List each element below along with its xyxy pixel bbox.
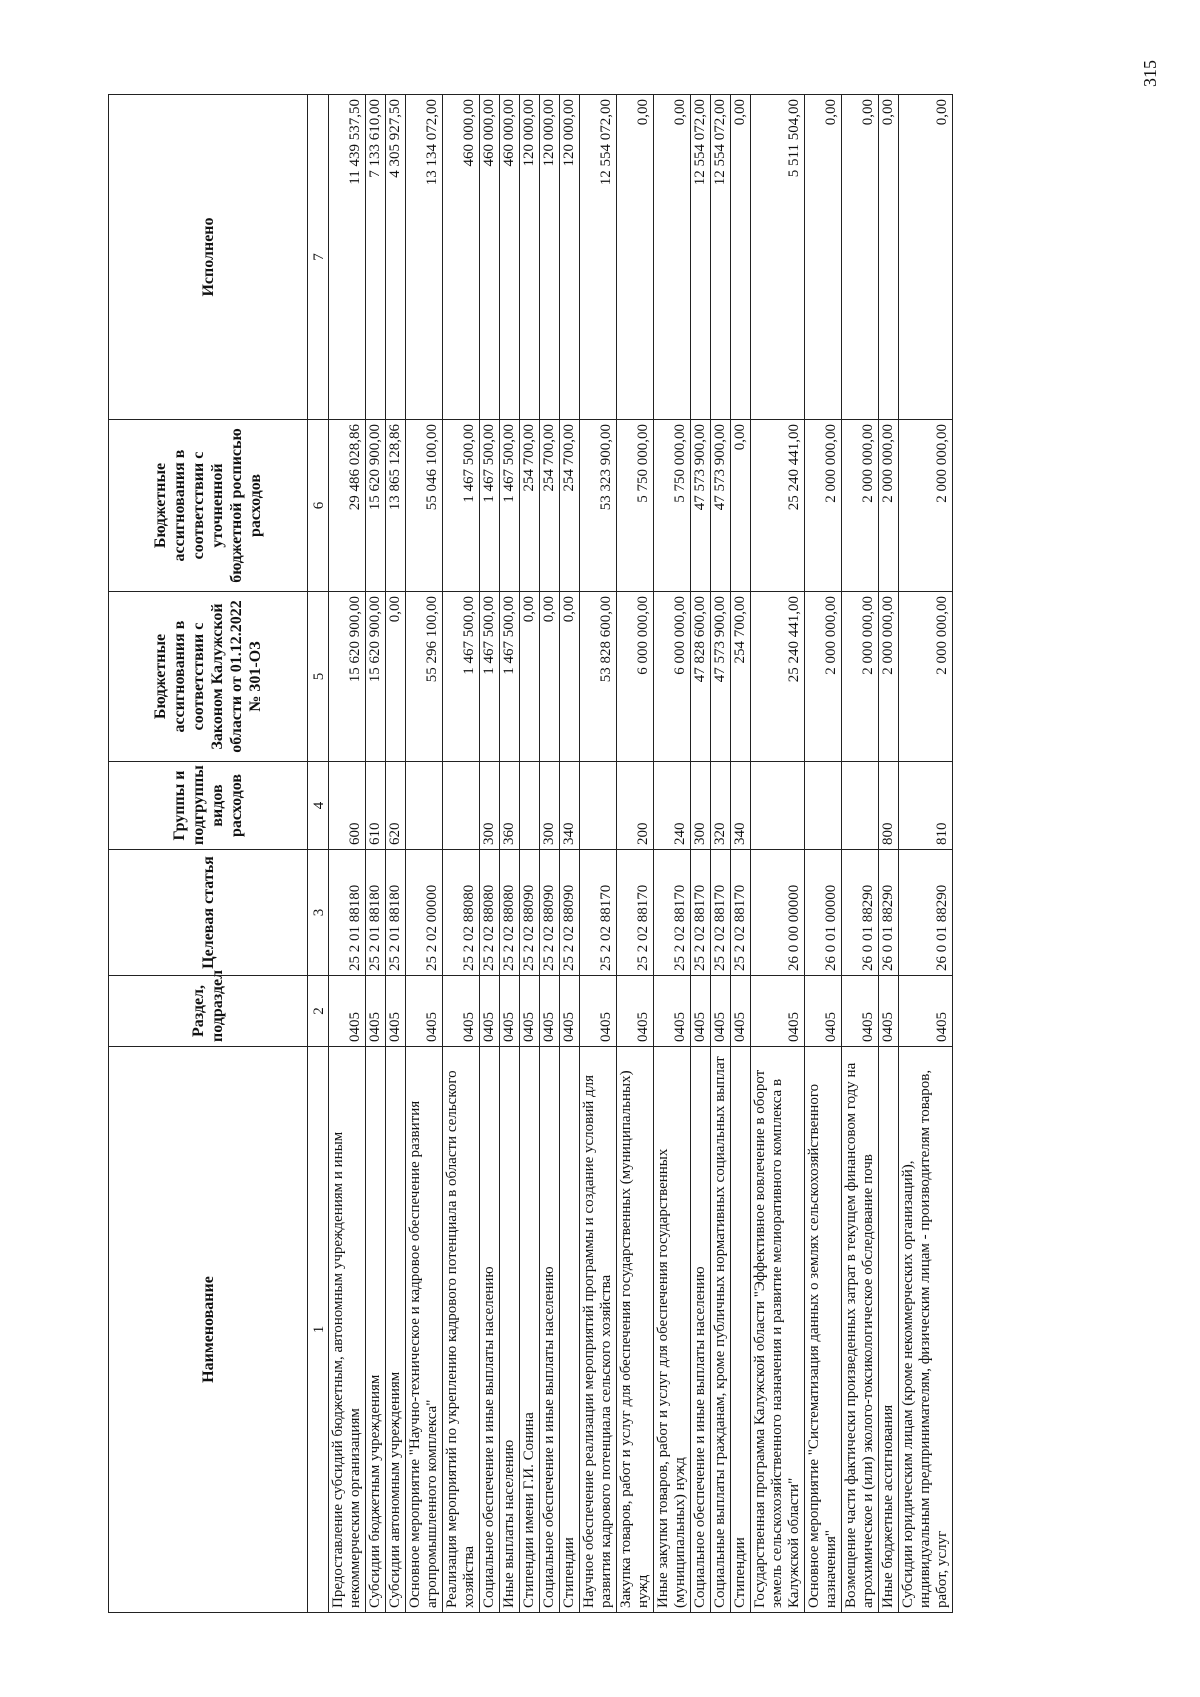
row-name: Иные закупки товаров, работ и услуг для обеспечения государственных (муниципальных) нужд xyxy=(654,1047,691,1613)
row-roll-amount: 25 240 441,00 xyxy=(751,420,805,592)
column-number: 2 xyxy=(308,976,329,1047)
row-executed-amount: 120 000,00 xyxy=(540,95,560,420)
row-roll-amount: 29 486 028,86 xyxy=(329,420,366,592)
row-executed-amount: 11 439 537,50 xyxy=(329,95,366,420)
row-executed-amount: 12 554 072,00 xyxy=(711,95,731,420)
row-law-amount: 0,00 xyxy=(386,592,406,762)
row-name: Субсидии автономным учреждениям xyxy=(386,1047,406,1613)
row-executed-amount: 0,00 xyxy=(805,95,842,420)
table-row xyxy=(560,95,580,1613)
row-roll-amount: 15 620 900,00 xyxy=(366,420,386,592)
row-name: Социальное обеспечение и иные выплаты населению xyxy=(540,1047,560,1613)
row-roll-amount: 2 000 000,00 xyxy=(879,420,899,592)
row-article: 25 2 02 88170 xyxy=(617,850,654,976)
row-law-amount: 2 000 000,00 xyxy=(879,592,899,762)
table-row xyxy=(580,95,617,1613)
header-name: Наименование xyxy=(109,1047,308,1613)
row-article: 25 2 02 88090 xyxy=(520,850,540,976)
row-group: 200 xyxy=(617,762,654,850)
header-section: Раздел, подраздел xyxy=(109,976,308,1047)
row-name: Закупка товаров, работ и услуг для обеспечения государственных (муниципальных) нужд xyxy=(617,1047,654,1613)
row-article: 25 2 01 88180 xyxy=(366,850,386,976)
row-roll-amount: 13 865 128,86 xyxy=(386,420,406,592)
row-executed-amount: 0,00 xyxy=(899,95,953,420)
row-group: 800 xyxy=(879,762,899,850)
table-row xyxy=(617,95,654,1613)
row-section: 0405 xyxy=(654,976,691,1047)
row-executed-amount: 0,00 xyxy=(731,95,751,420)
row-law-amount: 254 700,00 xyxy=(731,592,751,762)
row-section: 0405 xyxy=(443,976,480,1047)
row-article: 25 2 02 88090 xyxy=(560,850,580,976)
column-number: 3 xyxy=(308,850,329,976)
row-name: Социальное обеспечение и иные выплаты населению xyxy=(480,1047,500,1613)
table-row xyxy=(691,95,711,1613)
table-row xyxy=(443,95,480,1613)
row-executed-amount: 7 133 610,00 xyxy=(366,95,386,420)
row-group xyxy=(805,762,842,850)
row-law-amount: 47 573 900,00 xyxy=(711,592,731,762)
row-article: 26 0 00 00000 xyxy=(751,850,805,976)
header-target-article: Целевая статья xyxy=(109,850,308,976)
table-row xyxy=(329,95,366,1613)
row-section: 0405 xyxy=(842,976,879,1047)
row-executed-amount: 0,00 xyxy=(842,95,879,420)
row-executed-amount: 5 511 504,00 xyxy=(751,95,805,420)
table-row xyxy=(500,95,520,1613)
column-number: 1 xyxy=(308,1047,329,1613)
row-roll-amount: 2 000 000,00 xyxy=(805,420,842,592)
table-row xyxy=(654,95,691,1613)
row-roll-amount: 55 046 100,00 xyxy=(406,420,443,592)
row-article: 25 2 02 88170 xyxy=(580,850,617,976)
table-row xyxy=(386,95,406,1613)
row-executed-amount: 0,00 xyxy=(654,95,691,420)
row-article: 26 0 01 00000 xyxy=(805,850,842,976)
row-name: Основное мероприятие "Систематизация данных о землях сельскохозяйственного назначения" xyxy=(805,1047,842,1613)
row-article: 25 2 02 88080 xyxy=(443,850,480,976)
row-executed-amount: 0,00 xyxy=(879,95,899,420)
row-executed-amount: 460 000,00 xyxy=(500,95,520,420)
row-article: 25 2 02 88170 xyxy=(654,850,691,976)
row-name: Научное обеспечение реализации мероприятий программы и создание условий для развития кадрового потенциала сельского хозяйства xyxy=(580,1047,617,1613)
row-group xyxy=(406,762,443,850)
row-article: 25 2 02 88170 xyxy=(731,850,751,976)
row-section: 0405 xyxy=(879,976,899,1047)
row-roll-amount: 5 750 000,00 xyxy=(617,420,654,592)
row-law-amount: 0,00 xyxy=(560,592,580,762)
row-article: 25 2 02 00000 xyxy=(406,850,443,976)
row-executed-amount: 460 000,00 xyxy=(480,95,500,420)
row-group: 340 xyxy=(560,762,580,850)
table-row xyxy=(899,95,953,1613)
row-article: 25 2 02 88080 xyxy=(500,850,520,976)
row-executed-amount: 12 554 072,00 xyxy=(580,95,617,420)
row-law-amount: 6 000 000,00 xyxy=(654,592,691,762)
row-section: 0405 xyxy=(711,976,731,1047)
table-row xyxy=(540,95,560,1613)
row-article: 26 0 01 88290 xyxy=(842,850,879,976)
row-roll-amount: 5 750 000,00 xyxy=(654,420,691,592)
row-law-amount: 1 467 500,00 xyxy=(443,592,480,762)
row-roll-amount: 53 323 900,00 xyxy=(580,420,617,592)
row-law-amount: 47 828 600,00 xyxy=(691,592,711,762)
row-law-amount: 2 000 000,00 xyxy=(899,592,953,762)
row-group: 610 xyxy=(366,762,386,850)
row-section: 0405 xyxy=(520,976,540,1047)
row-executed-amount: 13 134 072,00 xyxy=(406,95,443,420)
row-group: 620 xyxy=(386,762,406,850)
table-row xyxy=(805,95,842,1613)
row-section: 0405 xyxy=(406,976,443,1047)
row-roll-amount: 0,00 xyxy=(731,420,751,592)
row-roll-amount: 47 573 900,00 xyxy=(711,420,731,592)
row-name: Иные выплаты населению xyxy=(500,1047,520,1613)
row-section: 0405 xyxy=(617,976,654,1047)
row-group: 810 xyxy=(899,762,953,850)
row-name: Стипендии xyxy=(731,1047,751,1613)
row-group xyxy=(443,762,480,850)
row-law-amount: 6 000 000,00 xyxy=(617,592,654,762)
row-law-amount: 1 467 500,00 xyxy=(480,592,500,762)
row-article: 25 2 02 88090 xyxy=(540,850,560,976)
row-section: 0405 xyxy=(805,976,842,1047)
row-article: 26 0 01 88290 xyxy=(899,850,953,976)
row-name: Социальные выплаты гражданам, кроме публичных нормативных социальных выплат xyxy=(711,1047,731,1613)
row-section: 0405 xyxy=(731,976,751,1047)
row-law-amount: 25 240 441,00 xyxy=(751,592,805,762)
row-roll-amount: 1 467 500,00 xyxy=(500,420,520,592)
table-header-row xyxy=(109,95,308,1613)
row-name: Стипендии xyxy=(560,1047,580,1613)
row-group: 320 xyxy=(711,762,731,850)
table-row xyxy=(480,95,500,1613)
row-name: Социальное обеспечение и иные выплаты населению xyxy=(691,1047,711,1613)
row-roll-amount: 1 467 500,00 xyxy=(480,420,500,592)
row-executed-amount: 460 000,00 xyxy=(443,95,480,420)
table-row xyxy=(879,95,899,1613)
header-roll-allocations: Бюджетные ассигнования в соответствии с уточненной бюджетной росписью расходов xyxy=(109,420,308,592)
row-group: 300 xyxy=(480,762,500,850)
row-section: 0405 xyxy=(691,976,711,1047)
column-number: 5 xyxy=(308,592,329,762)
row-name: Иные бюджетные ассигнования xyxy=(879,1047,899,1613)
row-law-amount: 2 000 000,00 xyxy=(805,592,842,762)
row-roll-amount: 1 467 500,00 xyxy=(443,420,480,592)
row-name: Возмещение части фактически произведенных затрат в текущем финансовом году на агрохимическое и (или) эколого-токсикологическое обследование почв xyxy=(842,1047,879,1613)
row-executed-amount: 4 305 927,50 xyxy=(386,95,406,420)
row-name: Основное мероприятие "Научно-техническое и кадровое обеспечение развития агропромышленного комплекса" xyxy=(406,1047,443,1613)
row-article: 25 2 02 88170 xyxy=(691,850,711,976)
row-name: Реализация мероприятий по укреплению кадрового потенциала в области сельского хозяйства xyxy=(443,1047,480,1613)
row-name: Стипендии имени Г.И. Сонина xyxy=(520,1047,540,1613)
row-name: Предоставление субсидий бюджетным, автономным учреждениям и иным некоммерческим организациям xyxy=(329,1047,366,1613)
table-row xyxy=(842,95,879,1613)
row-name: Субсидии юридическим лицам (кроме некоммерческих организаций), индивидуальным предпринимателям, физическим лицам - производителям товаров, работ, услуг xyxy=(899,1047,953,1613)
row-group xyxy=(842,762,879,850)
row-roll-amount: 47 573 900,00 xyxy=(691,420,711,592)
row-executed-amount: 120 000,00 xyxy=(520,95,540,420)
table-row xyxy=(751,95,805,1613)
row-law-amount: 0,00 xyxy=(520,592,540,762)
row-roll-amount: 2 000 000,00 xyxy=(842,420,879,592)
row-executed-amount: 12 554 072,00 xyxy=(691,95,711,420)
row-group: 300 xyxy=(540,762,560,850)
row-law-amount: 2 000 000,00 xyxy=(842,592,879,762)
row-section: 0405 xyxy=(386,976,406,1047)
column-number: 7 xyxy=(308,95,329,420)
row-law-amount: 1 467 500,00 xyxy=(500,592,520,762)
row-group: 360 xyxy=(500,762,520,850)
row-section: 0405 xyxy=(366,976,386,1047)
column-number: 6 xyxy=(308,420,329,592)
row-law-amount: 55 296 100,00 xyxy=(406,592,443,762)
row-law-amount: 15 620 900,00 xyxy=(366,592,386,762)
row-executed-amount: 0,00 xyxy=(617,95,654,420)
row-article: 25 2 02 88170 xyxy=(711,850,731,976)
header-executed: Исполнено xyxy=(109,95,308,420)
row-name: Субсидии бюджетным учреждениям xyxy=(366,1047,386,1613)
row-section: 0405 xyxy=(899,976,953,1047)
header-expense-groups: Группы и подгруппы видов расходов xyxy=(109,762,308,850)
row-section: 0405 xyxy=(751,976,805,1047)
row-law-amount: 53 828 600,00 xyxy=(580,592,617,762)
row-article: 25 2 01 88180 xyxy=(386,850,406,976)
row-section: 0405 xyxy=(329,976,366,1047)
row-article: 26 0 01 88290 xyxy=(879,850,899,976)
row-roll-amount: 254 700,00 xyxy=(520,420,540,592)
row-roll-amount: 254 700,00 xyxy=(540,420,560,592)
table-row xyxy=(711,95,731,1613)
row-roll-amount: 254 700,00 xyxy=(560,420,580,592)
row-section: 0405 xyxy=(540,976,560,1047)
row-group: 600 xyxy=(329,762,366,850)
row-law-amount: 0,00 xyxy=(540,592,560,762)
row-law-amount: 15 620 900,00 xyxy=(329,592,366,762)
row-article: 25 2 02 88080 xyxy=(480,850,500,976)
page-number: 315 xyxy=(1140,60,1160,87)
row-section: 0405 xyxy=(500,976,520,1047)
row-group xyxy=(520,762,540,850)
table-row xyxy=(520,95,540,1613)
budget-execution-table xyxy=(108,94,953,1613)
row-group: 340 xyxy=(731,762,751,850)
row-group xyxy=(751,762,805,850)
row-group: 300 xyxy=(691,762,711,850)
header-law-allocations: Бюджетные ассигнования в соответствии с Законом Калужской области от 01.12.2022 № 301-ОЗ xyxy=(109,592,308,762)
row-roll-amount: 2 000 000,00 xyxy=(899,420,953,592)
row-name: Государственная программа Калужской области "Эффективное вовлечение в оборот земель сельскохозяйственного назначения и развитие мелиоративного комплекса в Калужской области" xyxy=(751,1047,805,1613)
column-number-row xyxy=(308,95,329,1613)
row-section: 0405 xyxy=(580,976,617,1047)
row-article: 25 2 01 88180 xyxy=(329,850,366,976)
table-row xyxy=(366,95,386,1613)
column-number: 4 xyxy=(308,762,329,850)
row-section: 0405 xyxy=(560,976,580,1047)
table-row xyxy=(406,95,443,1613)
row-group xyxy=(580,762,617,850)
row-group: 240 xyxy=(654,762,691,850)
row-executed-amount: 120 000,00 xyxy=(560,95,580,420)
table-row xyxy=(731,95,751,1613)
row-section: 0405 xyxy=(480,976,500,1047)
